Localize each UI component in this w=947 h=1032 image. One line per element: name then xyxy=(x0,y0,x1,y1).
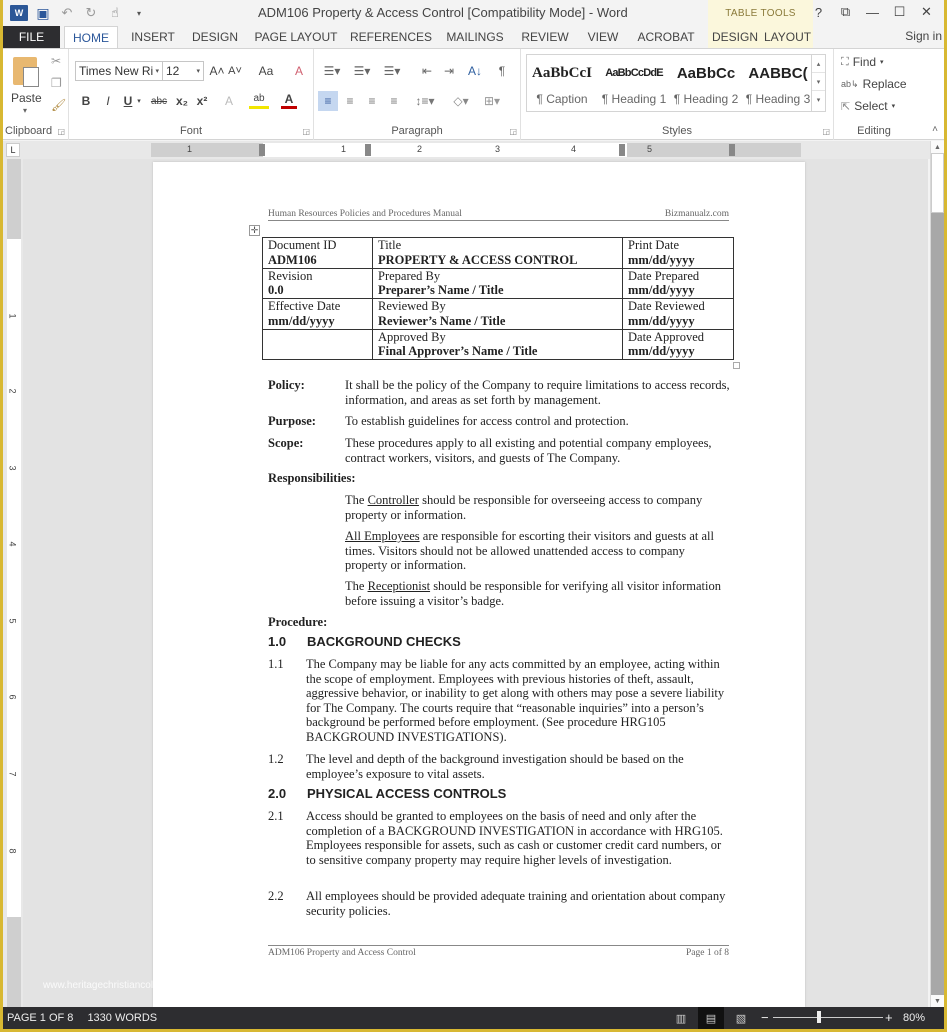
close-button[interactable]: ✕ xyxy=(921,4,932,19)
vertical-ruler[interactable]: 1 2 3 4 5 6 7 8 xyxy=(7,159,21,1007)
word-count-status[interactable]: 1330 WORDS xyxy=(87,1012,158,1024)
sign-in-link[interactable]: Sign in xyxy=(905,29,942,43)
italic-button[interactable]: I xyxy=(106,94,110,108)
help-button[interactable]: ? xyxy=(814,4,823,20)
tab-acrobat[interactable]: ACROBAT xyxy=(637,30,695,44)
strikethrough-button[interactable]: abc xyxy=(150,95,168,107)
word-window xyxy=(3,0,944,1029)
vertical-scrollbar[interactable] xyxy=(930,141,944,1007)
paragraph-group xyxy=(314,49,521,140)
styles-gallery xyxy=(526,54,826,112)
scrollbar-thumb[interactable] xyxy=(931,153,944,213)
decrease-indent-icon[interactable]: ⇤ xyxy=(421,64,433,78)
multilevel-list-icon[interactable]: ☰▾ xyxy=(383,64,401,78)
numbering-icon[interactable]: ☰▾ xyxy=(353,64,371,78)
select-button[interactable]: ⇱ Select ▾ xyxy=(841,99,896,113)
copy-icon[interactable]: ❐ xyxy=(51,76,62,90)
title-bar xyxy=(3,0,944,26)
column-marker[interactable] xyxy=(365,144,371,156)
document-page[interactable] xyxy=(153,162,805,1007)
document-canvas[interactable] xyxy=(23,159,928,1007)
watermark-text: www.heritagechristiancollege.com xyxy=(43,980,194,991)
table-cell[interactable]: Effective Date mm/dd/yyyy xyxy=(263,299,373,330)
tab-table-design[interactable]: DESIGN xyxy=(708,26,762,48)
status-bar xyxy=(3,1007,944,1029)
font-group-label: Font xyxy=(179,125,202,137)
styles-group-label: Styles xyxy=(662,125,692,137)
font-launcher-icon[interactable]: ◲ xyxy=(302,127,310,136)
tab-mailings[interactable]: MAILINGS xyxy=(446,30,504,44)
tab-design[interactable]: DESIGN xyxy=(191,30,238,44)
table-cell[interactable]: Reviewed By Reviewer’s Name / Title xyxy=(373,299,623,330)
tab-table-layout[interactable]: LAYOUT xyxy=(762,26,813,48)
page-footer[interactable]: ADM106 Property and Access Control Page 1 of 8 xyxy=(268,945,729,958)
shrink-font-button[interactable]: A˅ xyxy=(228,65,242,77)
scope-text: These procedures apply to all existing and potential company employees, contract workers, visitors, and guests of The Company. xyxy=(345,436,712,465)
tab-insert[interactable]: INSERT xyxy=(131,30,175,44)
responsibility-receptionist: The Receptionist should be responsible for verifying all visitor information before issuing a visitor’s badge. xyxy=(345,579,721,608)
paste-dropdown-icon[interactable]: ▾ xyxy=(23,106,28,115)
horizontal-ruler[interactable]: 1 1 2 3 4 5 xyxy=(151,143,801,157)
gallery-more-icon[interactable]: ▾ xyxy=(816,97,821,104)
subscript-button[interactable]: x₂ xyxy=(175,94,188,108)
left-indent-marker[interactable] xyxy=(259,144,265,156)
print-layout-icon[interactable]: ▤ xyxy=(698,1007,724,1029)
clipboard-launcher-icon[interactable]: ◲ xyxy=(57,127,65,136)
zoom-in-icon[interactable]: + xyxy=(885,1010,893,1025)
table-row xyxy=(263,268,734,299)
quick-access-toolbar xyxy=(9,3,153,23)
tab-view[interactable]: VIEW xyxy=(587,30,619,44)
table-row xyxy=(263,299,734,330)
paste-icon[interactable] xyxy=(11,55,41,89)
table-tools-context-label: TABLE TOOLS xyxy=(708,0,813,26)
grow-font-button[interactable]: A˄ xyxy=(209,64,225,78)
zoom-out-icon[interactable]: − xyxy=(761,1010,769,1025)
format-painter-icon[interactable]: 🖌 xyxy=(51,98,67,112)
replace-button[interactable]: ab↳ Replace xyxy=(841,77,907,91)
policy-text: It shall be the policy of the Company to require limitations to access records, information, and areas as set forth by management. xyxy=(345,378,730,407)
borders-icon[interactable]: ⊞▾ xyxy=(483,94,501,108)
zoom-slider-knob[interactable] xyxy=(817,1011,821,1023)
table-cell[interactable]: Date Prepared mm/dd/yyyy xyxy=(623,268,734,299)
horizontal-ruler-area xyxy=(3,141,944,159)
vertical-ruler-area xyxy=(3,159,23,1007)
font-group xyxy=(69,49,314,140)
justify-icon[interactable]: ≡ xyxy=(390,94,398,108)
font-name-input[interactable]: Times New Ri ▾ xyxy=(75,61,163,81)
table-cell[interactable]: Title PROPERTY & ACCESS CONTROL xyxy=(373,238,623,269)
tab-home[interactable]: HOME xyxy=(64,26,118,49)
purpose-text: To establish guidelines for access control and protection. xyxy=(345,414,629,428)
tab-file[interactable]: FILE xyxy=(3,26,60,48)
responsibility-all-employees: All Employees are responsible for escorting their visitors and guests at all times. Visitors should not be allowed unattended access to company property or information. xyxy=(345,529,715,573)
align-center-icon[interactable]: ≡ xyxy=(346,94,354,108)
bullets-icon[interactable]: ☰▾ xyxy=(323,64,341,78)
collapse-ribbon-icon[interactable]: ˄ xyxy=(932,124,938,135)
chevron-down-icon: ▾ xyxy=(155,68,159,75)
responsibilities-label: Responsibilities: xyxy=(268,471,356,485)
undo-icon[interactable]: ↶ xyxy=(61,5,73,20)
item-text: All employees should be provided adequate training and orientation about company security policies. xyxy=(306,889,726,918)
responsibility-controller: The Controller should be responsible for overseeing access to company property or information. xyxy=(345,493,703,522)
purpose-label: Purpose: xyxy=(268,414,316,428)
chevron-down-icon: ▾ xyxy=(891,103,896,110)
save-icon[interactable]: ▣ xyxy=(36,4,50,21)
gallery-down-icon[interactable]: ▾ xyxy=(812,73,825,91)
page-count-status[interactable]: PAGE 1 OF 8 xyxy=(7,1012,74,1024)
chevron-down-icon: ▾ xyxy=(196,68,200,75)
increase-indent-icon[interactable]: ⇥ xyxy=(443,64,455,78)
style-heading-1[interactable]: AaBbCcDdE ¶ Heading 1 xyxy=(601,67,667,106)
document-info-table[interactable] xyxy=(262,237,734,360)
read-mode-icon[interactable]: ▥ xyxy=(675,1012,687,1025)
table-row xyxy=(263,329,734,360)
table-cell[interactable]: Revision 0.0 xyxy=(263,268,373,299)
item-text: The Company may be liable for any acts committed by an employee, acting within the scope of employment. Employees with previous histories of theft, assault, aggressive behavior, or inability to get along with others may pose a severe liability for The Company. The courts require that “reasonable inquiries” into a person’s background be performed before employment. (See procedure HRG105 BACKGROUND INVESTIGATIONS). xyxy=(306,657,725,744)
table-resize-handle[interactable] xyxy=(733,362,740,369)
item-text: Access should be granted to employees on the basis of need and only after the completion of a BACKGROUND INVESTIGATION in accordance with HRG105. Employees responsible for assets, such as cash or customer credit card numbers, or to sensitive company property may require higher levels of investigation. xyxy=(306,809,723,867)
scroll-up-icon[interactable]: ▲ xyxy=(931,141,944,153)
font-color-button[interactable]: A xyxy=(281,91,297,109)
table-cell[interactable]: Approved By Final Approver’s Name / Title xyxy=(373,329,623,360)
scope-label: Scope: xyxy=(268,436,304,450)
item-text: The level and depth of the background investigation should be based on the employee’s exposure to vital assets. xyxy=(306,752,684,781)
item-number: 1.1 xyxy=(268,657,284,671)
column-marker[interactable] xyxy=(619,144,625,156)
binoculars-icon: ⛶ xyxy=(841,55,849,68)
clear-formatting-button[interactable]: A xyxy=(294,64,303,78)
change-case-button[interactable]: Aa xyxy=(258,64,274,78)
cursor-icon: ⇱ xyxy=(841,100,851,113)
clipboard-group-label: Clipboard xyxy=(5,125,53,137)
paragraph-launcher-icon[interactable]: ◲ xyxy=(509,127,517,136)
table-move-handle-icon[interactable]: ✛ xyxy=(250,225,259,235)
table-cell[interactable]: Print Date mm/dd/yyyy xyxy=(623,238,734,269)
table-cell[interactable]: Date Approved mm/dd/yyyy xyxy=(623,329,734,360)
item-number: 2.2 xyxy=(268,889,284,903)
maximize-button[interactable]: ☐ xyxy=(893,4,906,19)
paragraph-group-label: Paragraph xyxy=(391,125,443,137)
find-button[interactable]: ⛶ Find ▾ xyxy=(841,55,884,69)
customize-qat-icon[interactable]: ▾ xyxy=(136,8,141,18)
right-indent-marker[interactable] xyxy=(729,144,735,156)
table-cell[interactable]: Document ID ADM106 xyxy=(263,238,373,269)
item-number: 2.1 xyxy=(268,809,284,823)
ribbon-home xyxy=(3,48,944,140)
scrollbar-track[interactable] xyxy=(931,213,944,995)
section-heading: 2.0 PHYSICAL ACCESS CONTROLS xyxy=(268,786,507,801)
text-effects-button[interactable]: A xyxy=(224,94,233,108)
chevron-down-icon: ▾ xyxy=(880,59,884,66)
sort-button[interactable]: A↓ xyxy=(467,64,482,78)
zoom-slider[interactable] xyxy=(773,1017,883,1018)
style-caption[interactable]: AaBbCcI ¶ Caption xyxy=(531,65,592,106)
replace-icon: ab↳ xyxy=(841,78,859,89)
table-cell[interactable]: Date Reviewed mm/dd/yyyy xyxy=(623,299,734,330)
web-layout-icon[interactable]: ▧ xyxy=(735,1012,747,1025)
underline-dropdown-icon[interactable]: ▾ xyxy=(137,98,141,105)
minimize-button[interactable]: — xyxy=(866,4,879,20)
scroll-down-icon[interactable]: ▼ xyxy=(931,995,944,1007)
table-cell[interactable]: Prepared By Preparer’s Name / Title xyxy=(373,268,623,299)
window-title: ADM106 Property & Access Control [Compatibility Mode] - Word xyxy=(258,5,628,20)
ribbon-display-options-button[interactable]: ⧉ xyxy=(840,4,851,19)
line-spacing-icon[interactable]: ↕≡▾ xyxy=(415,94,435,108)
styles-gallery-scroll xyxy=(811,55,825,111)
clipboard-group xyxy=(3,49,69,140)
cut-icon[interactable]: ✂ xyxy=(51,54,62,68)
zoom-level[interactable]: 80% xyxy=(903,1012,926,1024)
item-number: 1.2 xyxy=(268,752,284,766)
procedure-label: Procedure: xyxy=(268,615,328,629)
highlight-color-button[interactable]: ab xyxy=(249,91,269,109)
tab-selector[interactable]: L xyxy=(6,143,20,157)
tab-references[interactable]: REFERENCES xyxy=(350,30,433,44)
table-cell[interactable] xyxy=(263,329,373,360)
page-header[interactable]: Human Resources Policies and Procedures Manual Bizmanualz.com xyxy=(268,209,729,219)
redo-icon[interactable]: ↻ xyxy=(85,5,97,20)
styles-launcher-icon[interactable]: ◲ xyxy=(822,127,830,136)
paste-button[interactable]: Paste xyxy=(11,91,42,105)
style-heading-3[interactable]: AABBC( ¶ Heading 3 xyxy=(745,65,811,106)
show-formatting-button[interactable]: ¶ xyxy=(498,64,506,78)
tab-page-layout[interactable]: PAGE LAYOUT xyxy=(254,30,338,44)
word-app-icon[interactable]: W xyxy=(9,3,29,23)
bold-button[interactable]: B xyxy=(81,94,91,108)
tab-review[interactable]: REVIEW xyxy=(521,30,569,44)
superscript-button[interactable]: x² xyxy=(196,94,208,108)
align-left-icon[interactable]: ≡ xyxy=(318,91,338,111)
ribbon-tabs xyxy=(3,26,944,48)
touch-mode-icon[interactable]: ☝ xyxy=(111,5,119,20)
align-right-icon[interactable]: ≡ xyxy=(368,94,376,108)
policy-label: Policy: xyxy=(268,378,305,392)
editing-group-label: Editing xyxy=(857,125,891,137)
section-heading: 1.0 BACKGROUND CHECKS xyxy=(268,634,461,649)
style-heading-2[interactable]: AaBbCc ¶ Heading 2 xyxy=(673,65,739,106)
shading-icon[interactable]: ◇▾ xyxy=(453,94,469,108)
underline-button[interactable]: U xyxy=(123,94,133,108)
table-row xyxy=(263,238,734,269)
font-size-input[interactable]: 12 ▾ xyxy=(162,61,204,81)
gallery-up-icon[interactable]: ▴ xyxy=(812,55,825,73)
